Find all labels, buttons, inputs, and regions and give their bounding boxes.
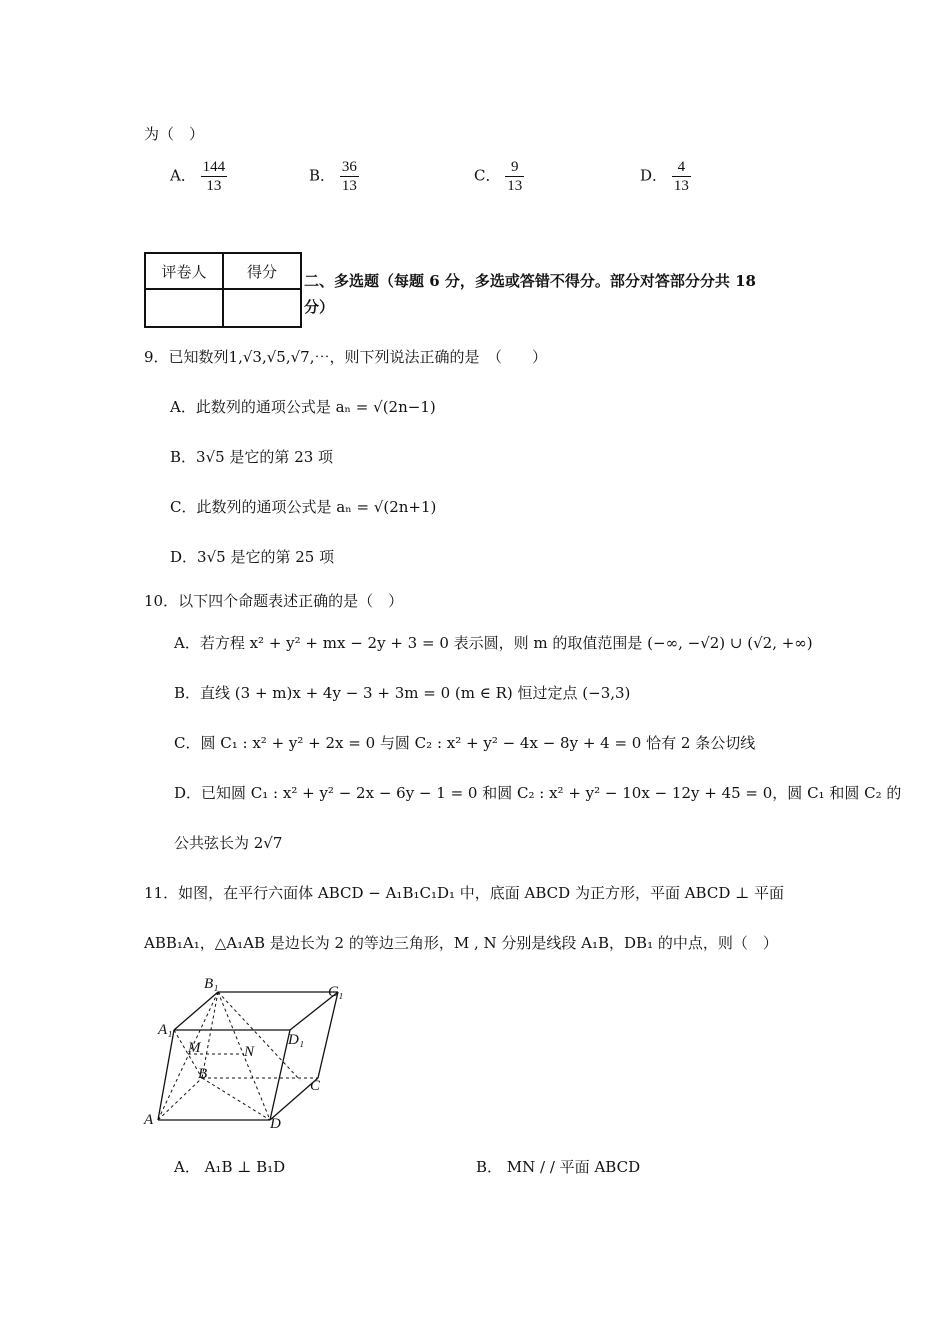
section-2-title-cont: 分） [304, 298, 335, 316]
q9-stem: 9．已知数列1,√3,√5,√7,⋯，则下列说法正确的是 （ ） [144, 348, 547, 366]
q9-option-c[interactable]: C．此数列的通项公式是 aₙ = √(2n+1) [170, 498, 437, 516]
q10-stem: 10．以下四个命题表述正确的是（ ） [144, 592, 404, 610]
label-d: D [270, 1116, 281, 1132]
label-a1: A₁ [158, 1022, 173, 1038]
q11-stem-cont: ABB₁A₁，△A₁AB 是边长为 2 的等边三角形，M , N 分别是线段 A₁B，DB₁ 的中点，则（ ） [144, 934, 778, 952]
grader-cell[interactable] [145, 289, 223, 327]
score-table [144, 252, 302, 328]
option-c[interactable]: C． $\frac{9}{13}$ [474, 159, 523, 194]
section-2-title: 二、多选题（每题 6 分，多选或答错不得分。部分对答部分分共 18 [304, 272, 756, 290]
fraction: $\frac{144}{13}$ [202, 159, 226, 194]
q9-option-a[interactable]: A．此数列的通项公式是 aₙ = √(2n−1) [170, 398, 436, 416]
q11-option-b[interactable]: B． MN / / 平面 ABCD [476, 1158, 641, 1176]
fraction: $\frac{9}{13}$ [507, 159, 523, 194]
q10-option-d[interactable]: D．已知圆 C₁ : x² + y² − 2x − 6y − 1 = 0 和圆 C₂ : x² + y² − 10x − 12y + 45 = 0，圆 C₁ 和圆 C₂ 的 [174, 784, 902, 802]
fraction: $\frac{36}{13}$ [341, 159, 357, 194]
label-c: C [310, 1078, 321, 1094]
label-d1: D₁ [288, 1032, 305, 1048]
label-n: N [244, 1044, 255, 1060]
q10-option-c[interactable]: C．圆 C₁ : x² + y² + 2x = 0 与圆 C₂ : x² + y² − 4x − 8y + 4 = 0 恰有 2 条公切线 [174, 734, 756, 752]
option-d[interactable]: D． $\frac{4}{13}$ [640, 159, 689, 194]
q11-stem: 11．如图，在平行六面体 ABCD − A₁B₁C₁D₁ 中，底面 ABCD 为正方形，平面 ABCD ⊥ 平面 [144, 884, 784, 902]
option-b[interactable]: B． $\frac{36}{13}$ [309, 159, 357, 194]
q11-option-a[interactable]: A． A₁B ⊥ B₁D [174, 1158, 286, 1176]
q9-option-b[interactable]: B．3√5 是它的第 23 项 [170, 448, 334, 466]
score-cell[interactable] [223, 289, 301, 327]
q10-option-a[interactable]: A．若方程 x² + y² + mx − 2y + 3 = 0 表示圆，则 m 的取值范围是 (−∞, −√2) ∪ (√2, +∞) [174, 634, 813, 652]
score-header: 得分 [223, 253, 301, 289]
label-a: A [144, 1112, 154, 1128]
q9-option-d[interactable]: D．3√5 是它的第 25 项 [170, 548, 335, 566]
q8-tail: 为（ ） [144, 125, 205, 143]
label-b: B [198, 1066, 208, 1082]
label-m: M [188, 1040, 201, 1056]
label-c1: C₁ [328, 984, 344, 1000]
label-b1: B₁ [204, 976, 219, 992]
fraction: $\frac{4}{13}$ [673, 159, 689, 194]
q10-option-d-cont: 公共弦长为 2√7 [174, 834, 283, 852]
q10-option-b[interactable]: B．直线 (3 + m)x + 4y − 3 + 3m = 0 (m ∈ R) 恒过定点 (−3,3) [174, 684, 631, 702]
option-a[interactable]: A． $\frac{144}{13}$ [170, 159, 226, 194]
parallelepiped-figure [140, 972, 360, 1132]
grader-header: 评卷人 [145, 253, 223, 289]
